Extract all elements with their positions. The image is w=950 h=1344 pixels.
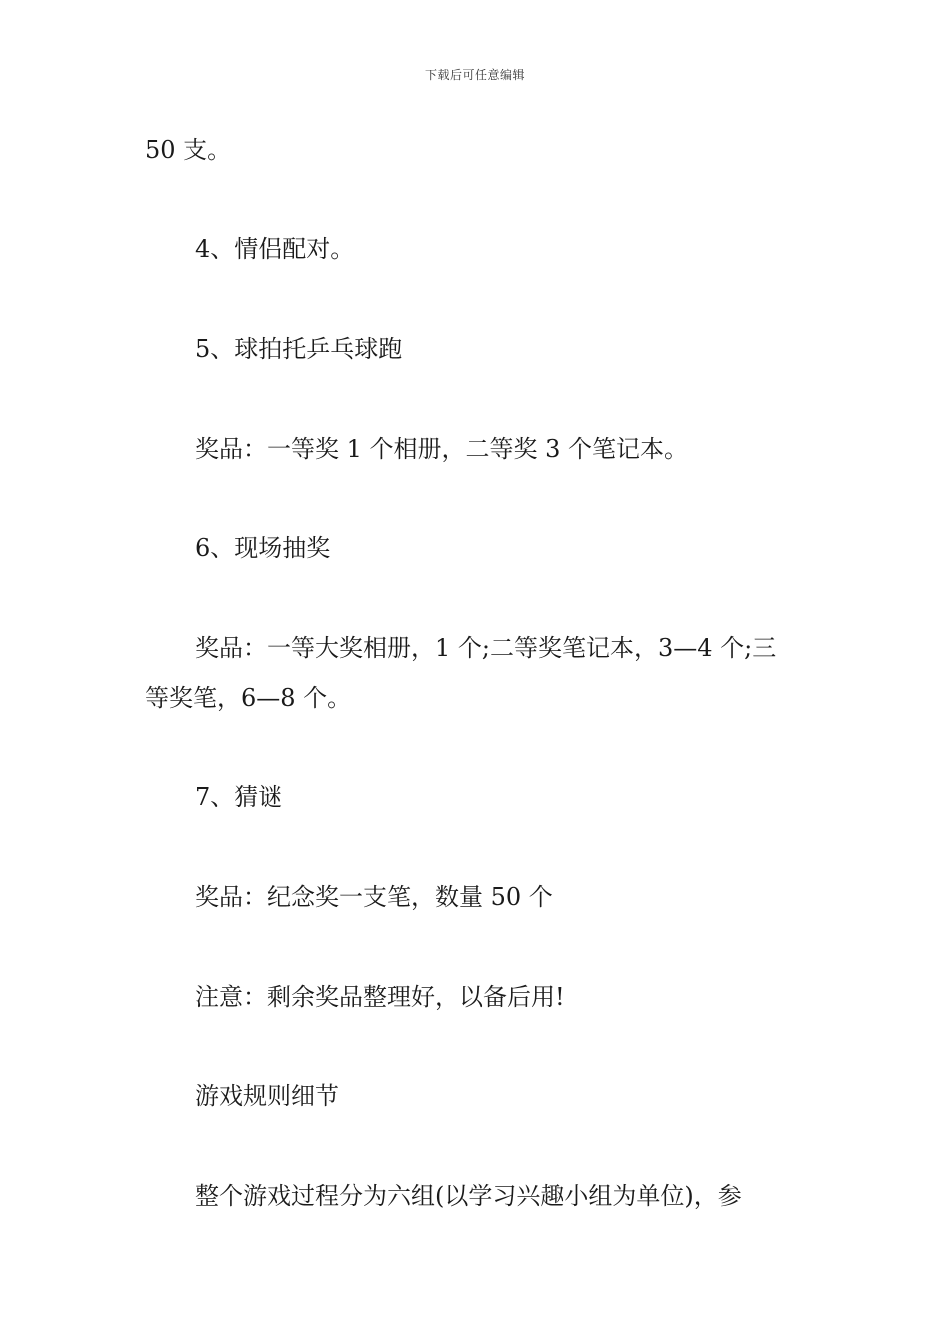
prize-line-5: 奖品：一等奖 1 个相册，二等奖 3 个笔记本。: [195, 435, 689, 463]
prize-line-6-continued: 等奖笔，6—8 个。: [145, 684, 352, 712]
prize-line-6: 奖品：一等大奖相册，1 个;二等奖笔记本，3—4 个;三: [195, 634, 777, 662]
item-heading-6: 6、现场抽奖: [195, 534, 331, 562]
item-heading-7: 7、猜谜: [195, 783, 283, 811]
section-heading-rules: 游戏规则细节: [195, 1082, 339, 1110]
page-header: 下载后可任意编辑: [424, 68, 525, 82]
item-heading-4: 4、情侣配对。: [195, 235, 355, 263]
note-line: 注意：剩余奖品整理好，以备后用!: [195, 983, 565, 1011]
prize-line-7: 奖品：纪念奖一支笔，数量 50 个: [195, 883, 553, 911]
item-heading-5: 5、球拍托乒乓球跑: [195, 335, 403, 363]
text-line-continuation: 50 支。: [145, 136, 232, 164]
rules-paragraph: 整个游戏过程分为六组(以学习兴趣小组为单位)，参: [195, 1182, 742, 1210]
